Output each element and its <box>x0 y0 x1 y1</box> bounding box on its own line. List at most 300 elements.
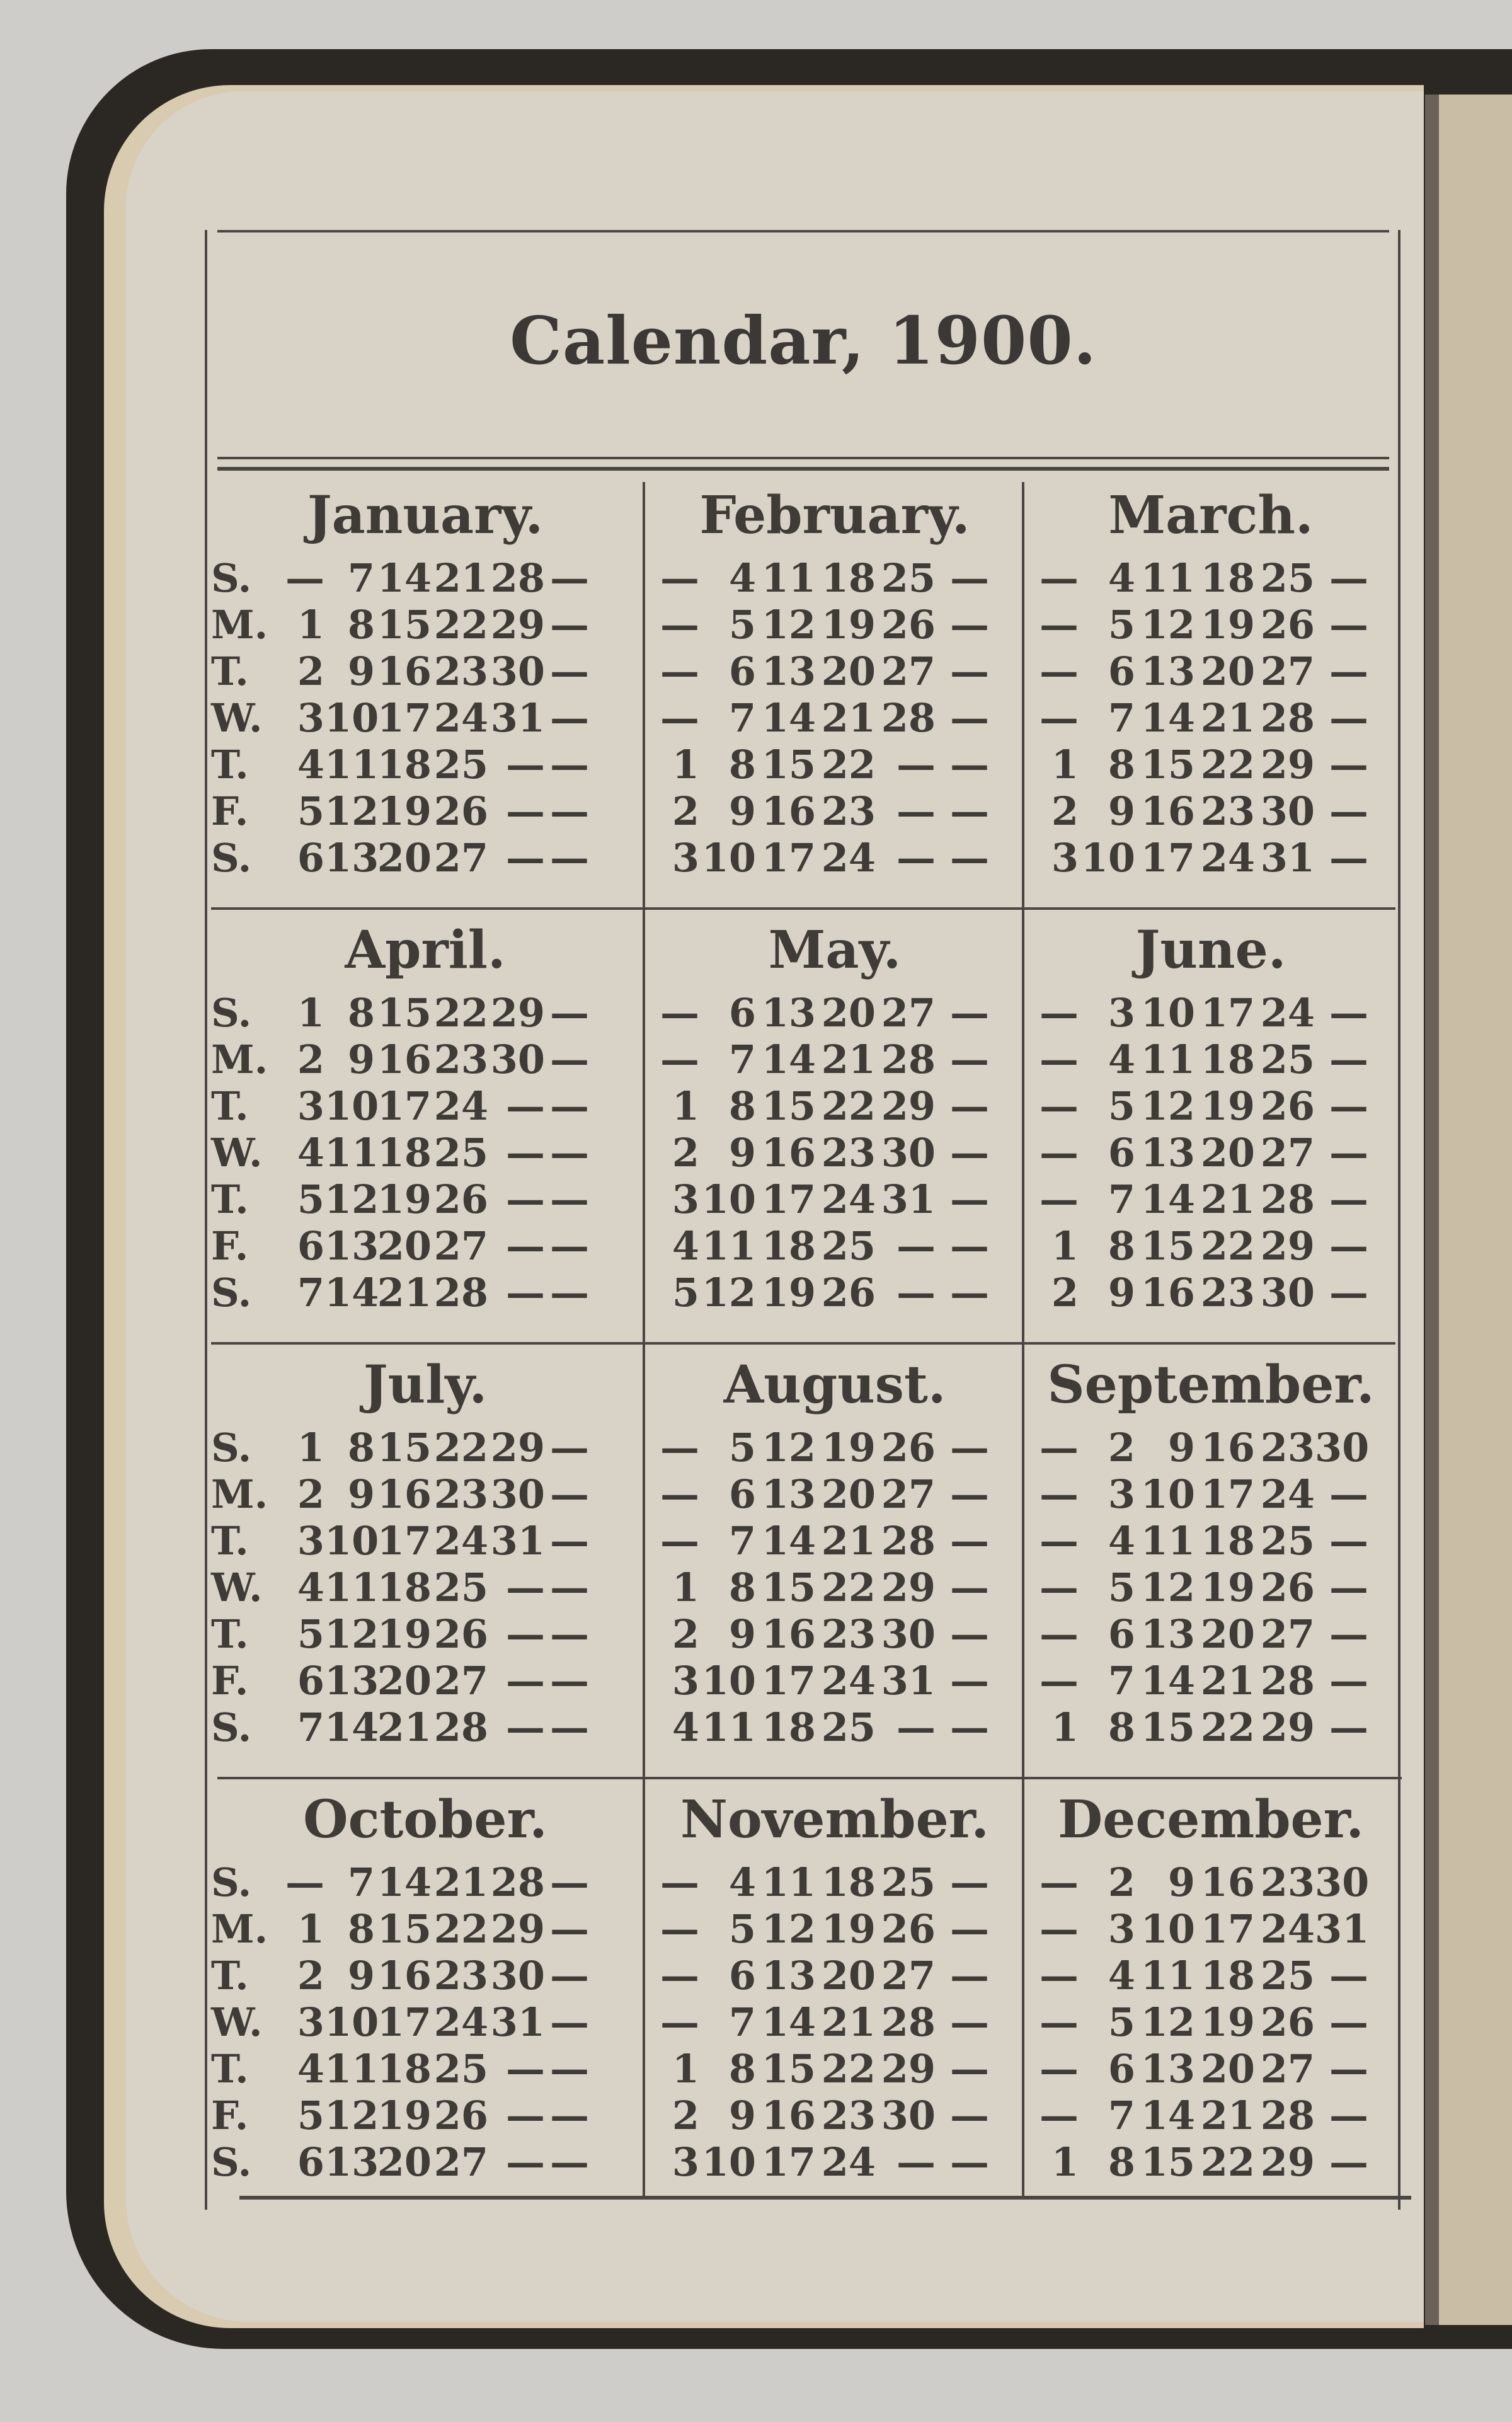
date-cell: 21 <box>821 694 876 741</box>
date-cell: — <box>950 2092 989 2138</box>
date-cell: — <box>950 1424 989 1471</box>
week-row <box>1028 1424 1394 1471</box>
date-cell: 5 <box>297 2092 324 2138</box>
date-cell: — <box>1040 2092 1079 2138</box>
week-row <box>211 1176 639 1222</box>
date-cell: 23 <box>433 648 488 694</box>
week-row <box>649 1999 1021 2045</box>
date-cell: — <box>950 1036 989 1082</box>
date-cell: 1 <box>672 2045 699 2092</box>
date-cell: — <box>550 1610 589 1657</box>
date-cell: — <box>950 1129 989 1176</box>
date-cell: 24 <box>433 1082 488 1129</box>
date-cell: 26 <box>881 1424 936 1471</box>
column-divider-2 <box>1022 482 1024 2196</box>
date-cell: 1 <box>297 601 324 648</box>
weekday-label: S. <box>211 1859 252 1905</box>
date-cell: — <box>1329 1952 1368 1999</box>
weekday-label: T. <box>211 1610 249 1657</box>
date-cell: 3 <box>672 1657 699 1704</box>
date-cell: 23 <box>433 1036 488 1082</box>
date-cell: 12 <box>1140 1082 1195 1129</box>
week-row <box>1028 2138 1394 2185</box>
date-cell: — <box>950 1471 989 1517</box>
week-row <box>211 1657 639 1704</box>
week-row <box>1028 554 1394 601</box>
date-cell: 20 <box>821 648 876 694</box>
date-cell: 24 <box>821 2138 876 2185</box>
date-cell: — <box>506 2045 545 2092</box>
date-cell: — <box>1329 1704 1368 1750</box>
date-cell: 22 <box>821 741 876 788</box>
date-cell: — <box>950 1564 989 1610</box>
date-cell: 30 <box>881 1610 936 1657</box>
date-cell: 16 <box>377 1471 432 1517</box>
date-cell: 21 <box>1200 1176 1255 1222</box>
date-cell: 2 <box>1108 1424 1135 1471</box>
month-days-grid <box>649 1424 1021 1750</box>
date-cell: 30 <box>490 1036 545 1082</box>
date-cell: 2 <box>1051 1269 1079 1316</box>
date-cell: 28 <box>1260 1176 1315 1222</box>
month-days-grid <box>649 554 1021 881</box>
date-cell: 28 <box>1260 1657 1315 1704</box>
date-cell: 9 <box>728 788 756 834</box>
date-cell: 9 <box>728 1129 756 1176</box>
date-cell: — <box>896 834 936 881</box>
week-row <box>1028 741 1394 788</box>
date-cell: 31 <box>1315 1905 1370 1952</box>
date-cell: 27 <box>433 1657 488 1704</box>
week-row <box>211 1269 639 1316</box>
date-cell: — <box>896 2138 936 2185</box>
date-cell: 20 <box>1200 1610 1255 1657</box>
date-cell: 18 <box>1200 1036 1255 1082</box>
week-row <box>649 1564 1021 1610</box>
date-cell: 6 <box>1108 648 1135 694</box>
date-cell: 28 <box>490 554 545 601</box>
date-cell: 15 <box>761 741 816 788</box>
date-cell: 20 <box>1200 1129 1255 1176</box>
date-cell: 7 <box>728 1517 756 1564</box>
date-cell: 14 <box>324 1269 379 1316</box>
weekday-label: T. <box>211 1176 249 1222</box>
date-cell: 24 <box>821 1176 876 1222</box>
week-row <box>649 2138 1021 2185</box>
date-cell: — <box>1329 1657 1368 1704</box>
date-cell: 25 <box>1260 1517 1315 1564</box>
date-cell: 9 <box>1167 1424 1195 1471</box>
date-cell: — <box>506 1269 545 1316</box>
week-row <box>1028 1082 1394 1129</box>
date-cell: — <box>950 1905 989 1952</box>
date-cell: 12 <box>1140 1999 1195 2045</box>
date-cell: — <box>285 1859 324 1905</box>
date-cell: 21 <box>433 554 488 601</box>
date-cell: 5 <box>297 1176 324 1222</box>
date-cell: 31 <box>881 1176 936 1222</box>
date-cell: 11 <box>701 1704 756 1750</box>
week-row <box>211 1129 639 1176</box>
date-cell: — <box>506 1176 545 1222</box>
date-cell: — <box>1329 694 1368 741</box>
date-cell: 7 <box>297 1269 324 1316</box>
date-cell: — <box>950 1610 989 1657</box>
date-cell: 13 <box>1140 648 1195 694</box>
date-cell: 25 <box>881 1859 936 1905</box>
week-row <box>211 1564 639 1610</box>
date-cell: 15 <box>1140 2138 1195 2185</box>
date-cell: 3 <box>672 834 699 881</box>
date-cell: — <box>550 741 589 788</box>
date-cell: 27 <box>881 1471 936 1517</box>
date-cell: 2 <box>297 648 324 694</box>
date-cell: 20 <box>821 1952 876 1999</box>
date-cell: 19 <box>821 1424 876 1471</box>
date-cell: — <box>550 989 589 1036</box>
page-title: Calendar, 1900. <box>510 302 1097 379</box>
date-cell: 27 <box>433 834 488 881</box>
date-cell: 16 <box>1200 1424 1255 1471</box>
date-cell: 25 <box>433 2045 488 2092</box>
date-cell: 18 <box>377 1564 432 1610</box>
weekday-label: S. <box>211 834 252 881</box>
date-cell: 20 <box>1200 648 1255 694</box>
month-name: December. <box>1058 1789 1364 1850</box>
date-cell: — <box>950 1176 989 1222</box>
date-cell: 19 <box>377 1610 432 1657</box>
date-cell: 27 <box>1260 2045 1315 2092</box>
date-cell: 20 <box>821 1471 876 1517</box>
date-cell: 31 <box>490 1999 545 2045</box>
date-cell: 12 <box>324 2092 379 2138</box>
date-cell: 6 <box>728 1471 756 1517</box>
week-row <box>649 1859 1021 1905</box>
date-cell: 16 <box>1200 1859 1255 1905</box>
date-cell: 10 <box>1140 1905 1195 1952</box>
date-cell: — <box>660 1859 699 1905</box>
date-cell: — <box>660 1999 699 2045</box>
date-cell: 6 <box>297 1657 324 1704</box>
weekday-label: S. <box>211 1269 252 1316</box>
date-cell: — <box>550 694 589 741</box>
date-cell: — <box>1040 1129 1079 1176</box>
month-name: September. <box>1047 1355 1375 1415</box>
date-cell: 14 <box>761 1036 816 1082</box>
week-row <box>1028 788 1394 834</box>
date-cell: — <box>506 788 545 834</box>
week-row <box>211 1704 639 1750</box>
date-cell: 13 <box>761 989 816 1036</box>
date-cell: 23 <box>821 788 876 834</box>
week-row <box>1028 1129 1394 1176</box>
week-row <box>1028 1517 1394 1564</box>
weekday-label: T. <box>211 648 249 694</box>
month-days-grid <box>211 1859 639 2185</box>
date-cell: 25 <box>1260 554 1315 601</box>
week-row <box>649 741 1021 788</box>
month-name: April. <box>345 920 506 980</box>
date-cell: — <box>550 1269 589 1316</box>
title-rule <box>217 457 1389 471</box>
date-cell: 30 <box>1260 788 1315 834</box>
week-row <box>211 1471 639 1517</box>
date-cell: 17 <box>377 1082 432 1129</box>
date-cell: 4 <box>728 554 756 601</box>
date-cell: — <box>1040 601 1079 648</box>
date-cell: 3 <box>1108 1905 1135 1952</box>
week-row <box>211 1082 639 1129</box>
date-cell: 11 <box>324 741 379 788</box>
date-cell: 19 <box>821 1905 876 1952</box>
date-cell: — <box>1040 1036 1079 1082</box>
date-cell: 1 <box>297 989 324 1036</box>
date-cell: — <box>285 554 324 601</box>
date-cell: 17 <box>761 834 816 881</box>
week-row <box>1028 1269 1394 1316</box>
weekday-label: T. <box>211 741 249 788</box>
week-row <box>649 648 1021 694</box>
date-cell: 9 <box>1108 788 1135 834</box>
date-cell: 8 <box>728 1564 756 1610</box>
date-cell: 26 <box>881 601 936 648</box>
week-row <box>211 648 639 694</box>
date-cell: 16 <box>377 1952 432 1999</box>
date-cell: — <box>1329 989 1368 1036</box>
week-row <box>1028 601 1394 648</box>
date-cell: 6 <box>297 1222 324 1269</box>
date-cell: — <box>1329 1269 1368 1316</box>
weekday-label: M. <box>211 601 268 648</box>
date-cell: — <box>1040 1424 1079 1471</box>
week-row <box>1028 1176 1394 1222</box>
date-cell: 15 <box>377 1905 432 1952</box>
date-cell: 21 <box>1200 1657 1255 1704</box>
date-cell: 28 <box>490 1859 545 1905</box>
week-row <box>649 788 1021 834</box>
date-cell: 12 <box>761 1424 816 1471</box>
date-cell: — <box>1329 1129 1368 1176</box>
date-cell: 26 <box>433 1610 488 1657</box>
date-cell: 13 <box>761 1471 816 1517</box>
date-cell: 23 <box>433 1952 488 1999</box>
date-cell: 2 <box>1108 1859 1135 1905</box>
week-row <box>649 1176 1021 1222</box>
date-cell: 13 <box>761 648 816 694</box>
date-cell: 5 <box>728 601 756 648</box>
date-cell: 9 <box>347 648 375 694</box>
date-cell: 16 <box>761 1129 816 1176</box>
date-cell: 13 <box>324 1222 379 1269</box>
date-cell: 3 <box>672 1176 699 1222</box>
date-cell: 29 <box>490 989 545 1036</box>
date-cell: 9 <box>728 1610 756 1657</box>
week-row <box>211 1517 639 1564</box>
month-name: June. <box>1135 920 1286 980</box>
date-cell: 7 <box>728 694 756 741</box>
week-row <box>649 1704 1021 1750</box>
date-cell: 10 <box>324 1082 379 1129</box>
date-cell: 19 <box>377 1176 432 1222</box>
date-cell: 2 <box>672 788 699 834</box>
date-cell: 11 <box>761 1859 816 1905</box>
date-cell: — <box>896 741 936 788</box>
week-row <box>211 989 639 1036</box>
date-cell: — <box>506 1129 545 1176</box>
date-cell: 25 <box>1260 1952 1315 1999</box>
date-cell: — <box>896 1222 936 1269</box>
date-cell: 1 <box>1051 1222 1079 1269</box>
date-cell: — <box>660 1471 699 1517</box>
date-cell: — <box>950 834 989 881</box>
month-days-grid <box>649 989 1021 1316</box>
date-cell: — <box>660 601 699 648</box>
date-cell: 10 <box>701 1657 756 1704</box>
date-cell: — <box>896 788 936 834</box>
date-cell: — <box>506 1657 545 1704</box>
date-cell: 15 <box>761 2045 816 2092</box>
date-cell: 11 <box>1140 1036 1195 1082</box>
date-cell: 20 <box>821 989 876 1036</box>
date-cell: 6 <box>297 834 324 881</box>
week-row <box>649 694 1021 741</box>
week-row <box>211 601 639 648</box>
date-cell: — <box>1040 694 1079 741</box>
date-cell: 21 <box>1200 694 1255 741</box>
date-cell: 7 <box>1108 1176 1135 1222</box>
date-cell: 23 <box>1200 1269 1255 1316</box>
date-cell: — <box>660 648 699 694</box>
date-cell: 23 <box>1260 1859 1315 1905</box>
month-name: November. <box>680 1789 989 1850</box>
date-cell: 31 <box>881 1657 936 1704</box>
date-cell: 10 <box>1140 1471 1195 1517</box>
date-cell: 21 <box>821 1517 876 1564</box>
week-row <box>1028 1471 1394 1517</box>
binding-shadow <box>1425 95 1439 2325</box>
date-cell: 8 <box>728 1082 756 1129</box>
date-cell: — <box>550 1082 589 1129</box>
date-cell: 14 <box>761 1999 816 2045</box>
date-cell: 27 <box>881 648 936 694</box>
weekday-label: S. <box>211 1424 252 1471</box>
date-cell: 17 <box>1200 1471 1255 1517</box>
month-days-grid <box>211 989 639 1316</box>
date-cell: 13 <box>324 1657 379 1704</box>
date-cell: 27 <box>881 989 936 1036</box>
date-cell: 7 <box>1108 2092 1135 2138</box>
date-cell: 5 <box>672 1269 699 1316</box>
date-cell: 25 <box>433 1564 488 1610</box>
date-cell: 9 <box>1167 1859 1195 1905</box>
weekday-label: M. <box>211 1905 268 1952</box>
date-cell: 31 <box>1260 834 1315 881</box>
month-days-grid <box>1028 1859 1394 2185</box>
date-cell: 14 <box>377 1859 432 1905</box>
row-divider-3 <box>217 1777 1402 1779</box>
weekday-label: W. <box>211 1129 263 1176</box>
date-cell: 30 <box>1315 1424 1370 1471</box>
date-cell: 6 <box>728 648 756 694</box>
date-cell: — <box>1329 2138 1368 2185</box>
date-cell: 6 <box>1108 2045 1135 2092</box>
date-cell: 4 <box>297 1564 324 1610</box>
date-cell: 18 <box>761 1704 816 1750</box>
date-cell: 26 <box>1260 1564 1315 1610</box>
date-cell: — <box>660 989 699 1036</box>
date-cell: 23 <box>821 2092 876 2138</box>
date-cell: — <box>1329 554 1368 601</box>
date-cell: 26 <box>1260 1999 1315 2045</box>
date-cell: 14 <box>761 1517 816 1564</box>
date-cell: — <box>950 989 989 1036</box>
date-cell: 17 <box>1140 834 1195 881</box>
date-cell: 12 <box>324 788 379 834</box>
date-cell: 25 <box>433 741 488 788</box>
date-cell: 16 <box>761 2092 816 2138</box>
date-cell: — <box>506 1704 545 1750</box>
date-cell: 24 <box>821 1657 876 1704</box>
date-cell: — <box>550 1657 589 1704</box>
date-cell: 1 <box>1051 2138 1079 2185</box>
date-cell: 22 <box>433 989 488 1036</box>
date-cell: 12 <box>761 601 816 648</box>
date-cell: 20 <box>1200 2045 1255 2092</box>
date-cell: 5 <box>297 788 324 834</box>
date-cell: 30 <box>881 2092 936 2138</box>
week-row <box>1028 1222 1394 1269</box>
date-cell: 8 <box>347 601 375 648</box>
week-row <box>649 1952 1021 1999</box>
date-cell: 16 <box>761 788 816 834</box>
date-cell: 26 <box>433 1176 488 1222</box>
date-cell: — <box>1040 1657 1079 1704</box>
date-cell: — <box>550 1222 589 1269</box>
date-cell: 6 <box>1108 1610 1135 1657</box>
date-cell: 13 <box>1140 1610 1195 1657</box>
date-cell: 3 <box>297 694 324 741</box>
date-cell: 18 <box>1200 1517 1255 1564</box>
date-cell: 9 <box>1108 1269 1135 1316</box>
date-cell: 18 <box>377 741 432 788</box>
date-cell: 27 <box>1260 648 1315 694</box>
weekday-label: W. <box>211 1564 263 1610</box>
date-cell: 27 <box>1260 1610 1315 1657</box>
date-cell: — <box>950 1859 989 1905</box>
date-cell: 16 <box>377 648 432 694</box>
date-cell: — <box>550 601 589 648</box>
date-cell: 25 <box>821 1222 876 1269</box>
date-cell: — <box>550 2138 589 2185</box>
date-cell: 19 <box>377 2092 432 2138</box>
date-cell: — <box>1040 1859 1079 1905</box>
date-cell: 1 <box>672 741 699 788</box>
date-cell: — <box>660 1905 699 1952</box>
date-cell: 7 <box>728 1036 756 1082</box>
date-cell: — <box>1329 1082 1368 1129</box>
date-cell: 19 <box>1200 1999 1255 2045</box>
date-cell: 15 <box>1140 1222 1195 1269</box>
date-cell: 23 <box>821 1129 876 1176</box>
date-cell: 7 <box>347 554 375 601</box>
date-cell: 13 <box>324 834 379 881</box>
date-cell: — <box>550 1129 589 1176</box>
week-row <box>211 1905 639 1952</box>
date-cell: 17 <box>377 1517 432 1564</box>
week-row <box>649 2092 1021 2138</box>
date-cell: 17 <box>377 694 432 741</box>
month-name: March. <box>1108 485 1314 546</box>
